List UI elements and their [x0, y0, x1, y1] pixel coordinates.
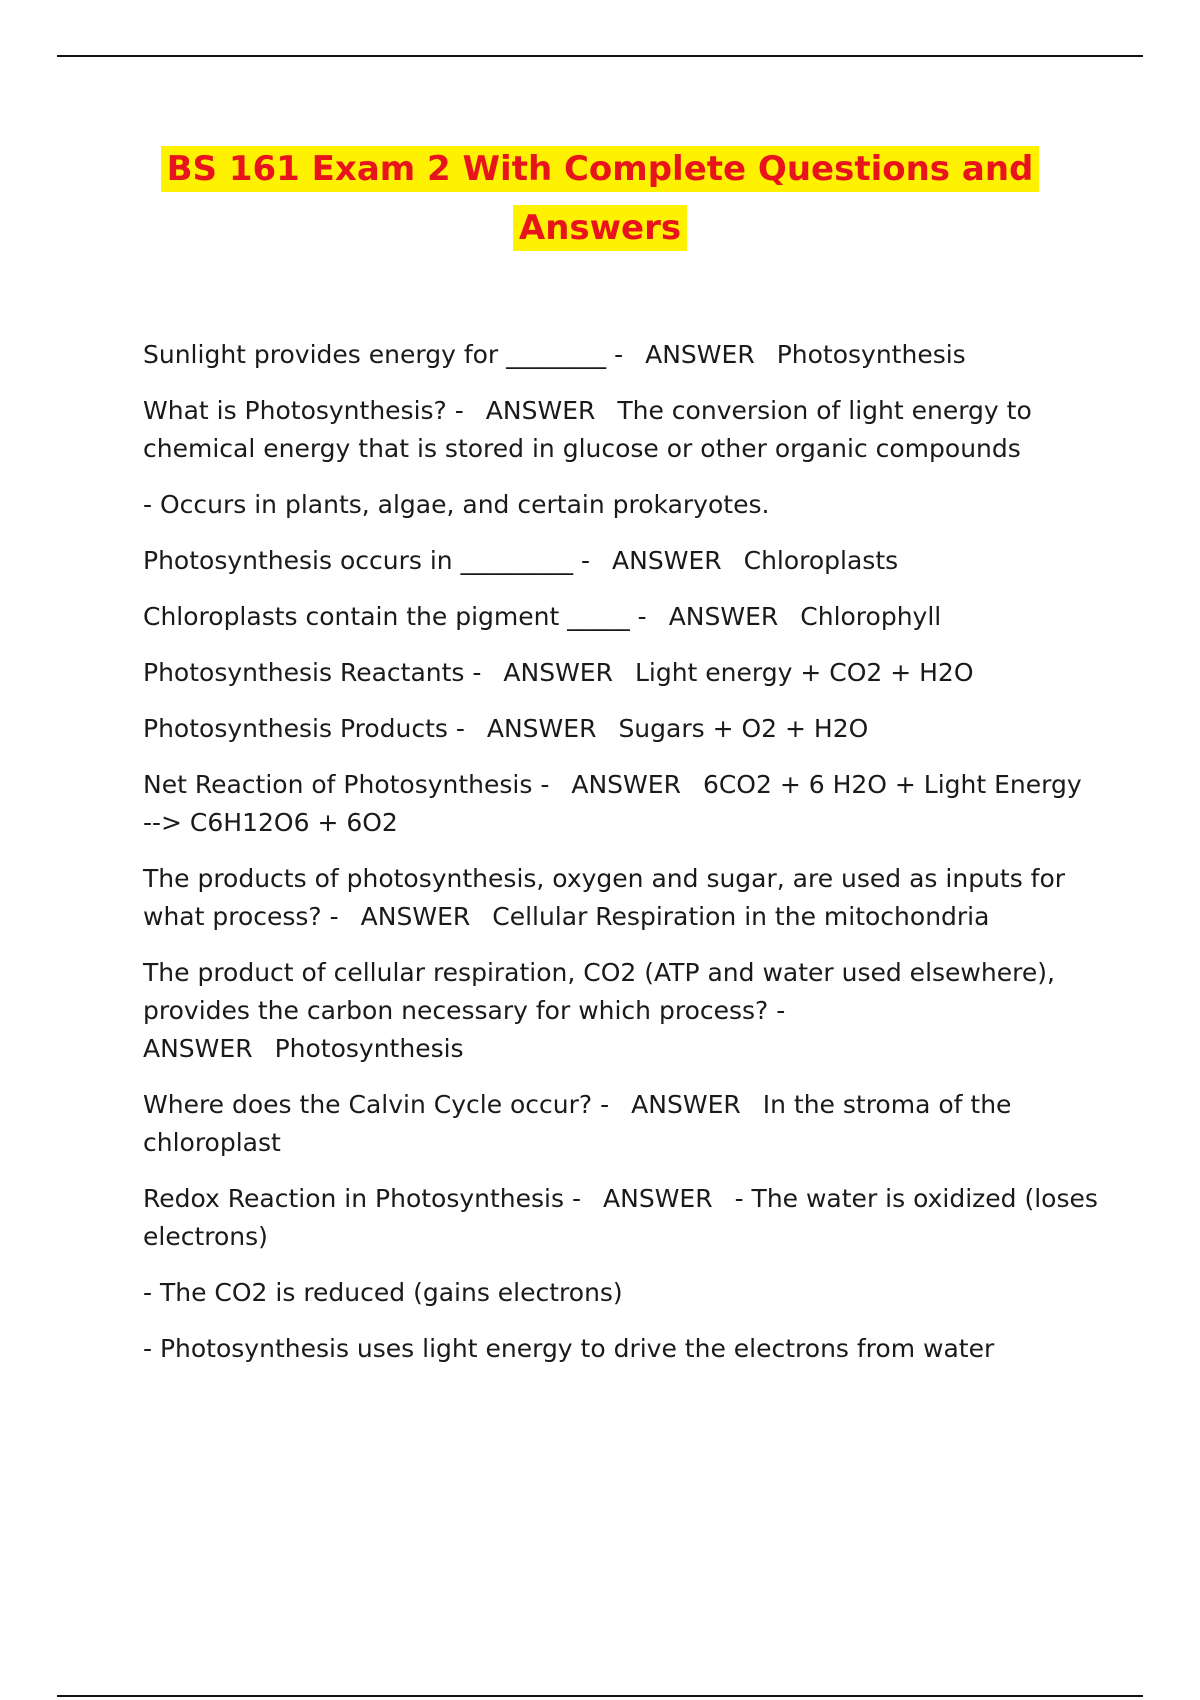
- answer-label: ANSWER: [571, 770, 681, 799]
- answer-text: Chlorophyll: [800, 602, 942, 631]
- answer-text: Photosynthesis: [776, 340, 966, 369]
- qa-item: [143, 392, 1098, 468]
- question-text: Photosynthesis Products -: [143, 714, 465, 743]
- answer-note: - Photosynthesis uses light energy to drive the electrons from water: [143, 1334, 995, 1363]
- answer-label: ANSWER: [486, 714, 597, 743]
- answer-text: Cellular Respiration in the mitochondria: [492, 902, 990, 931]
- title-line-1: BS 161 Exam 2 With Complete Questions and: [161, 146, 1040, 192]
- qa-item: [143, 1180, 1098, 1256]
- answer-label: ANSWER: [143, 1034, 253, 1063]
- answer-label: ANSWER: [603, 1184, 713, 1213]
- answer-label: ANSWER: [668, 602, 779, 631]
- question-text: Photosynthesis occurs in _________ -: [143, 546, 591, 575]
- answer-text: 6CO2 + 6 H2O + Light Energy --> C6H12O6 + 6O2: [143, 770, 1082, 837]
- answer-text: - The water is oxidized (loses electrons): [143, 1184, 1098, 1251]
- qa-item: [143, 1086, 1098, 1162]
- qa-item: [143, 860, 1098, 936]
- question-text: The products of photosynthesis, oxygen and sugar, are used as inputs for what process? -: [143, 864, 1066, 931]
- header-rule: [57, 55, 1143, 57]
- answer-label: ANSWER: [645, 340, 755, 369]
- qa-item: [143, 710, 1098, 748]
- qa-item: [143, 336, 1098, 374]
- qa-item: [143, 542, 1098, 580]
- footer-rule: [57, 1695, 1143, 1697]
- qa-list: [143, 336, 1098, 1386]
- question-text: Redox Reaction in Photosynthesis -: [143, 1184, 582, 1213]
- answer-label: ANSWER: [503, 658, 613, 687]
- answer-label: ANSWER: [360, 902, 471, 931]
- qa-item: [143, 654, 1098, 692]
- answer-text: Chloroplasts: [743, 546, 899, 575]
- answer-text: Sugars + O2 + H2O: [618, 714, 869, 743]
- question-text: Where does the Calvin Cycle occur? -: [143, 1090, 610, 1119]
- answer-text: In the stroma of the chloroplast: [143, 1090, 1012, 1157]
- title-line-2: Answers: [513, 205, 687, 251]
- answer-note: - The CO2 is reduced (gains electrons): [143, 1278, 623, 1307]
- question-text: Sunlight provides energy for ________ -: [143, 340, 624, 369]
- question-text: What is Photosynthesis? -: [143, 396, 464, 425]
- answer-text: Photosynthesis: [274, 1034, 464, 1063]
- question-text: The product of cellular respiration, CO2 (ATP and water used elsewhere), provides the carbon necessary for which process? -: [143, 958, 1055, 1025]
- question-text: Net Reaction of Photosynthesis -: [143, 770, 550, 799]
- qa-item: [143, 766, 1098, 842]
- answer-label: ANSWER: [485, 396, 596, 425]
- qa-item: [143, 954, 1098, 1068]
- answer-text: Light energy + CO2 + H2O: [634, 658, 974, 687]
- question-text: Photosynthesis Reactants -: [143, 658, 482, 687]
- question-text: Chloroplasts contain the pigment _____ -: [143, 602, 647, 631]
- answer-text: The conversion of light energy to chemical energy that is stored in glucose or other organic compounds: [143, 396, 1032, 463]
- answer-label: ANSWER: [631, 1090, 741, 1119]
- document-title: [100, 140, 1100, 258]
- qa-item: [143, 598, 1098, 636]
- answer-label: ANSWER: [612, 546, 722, 575]
- answer-note: - Occurs in plants, algae, and certain prokaryotes.: [143, 490, 770, 519]
